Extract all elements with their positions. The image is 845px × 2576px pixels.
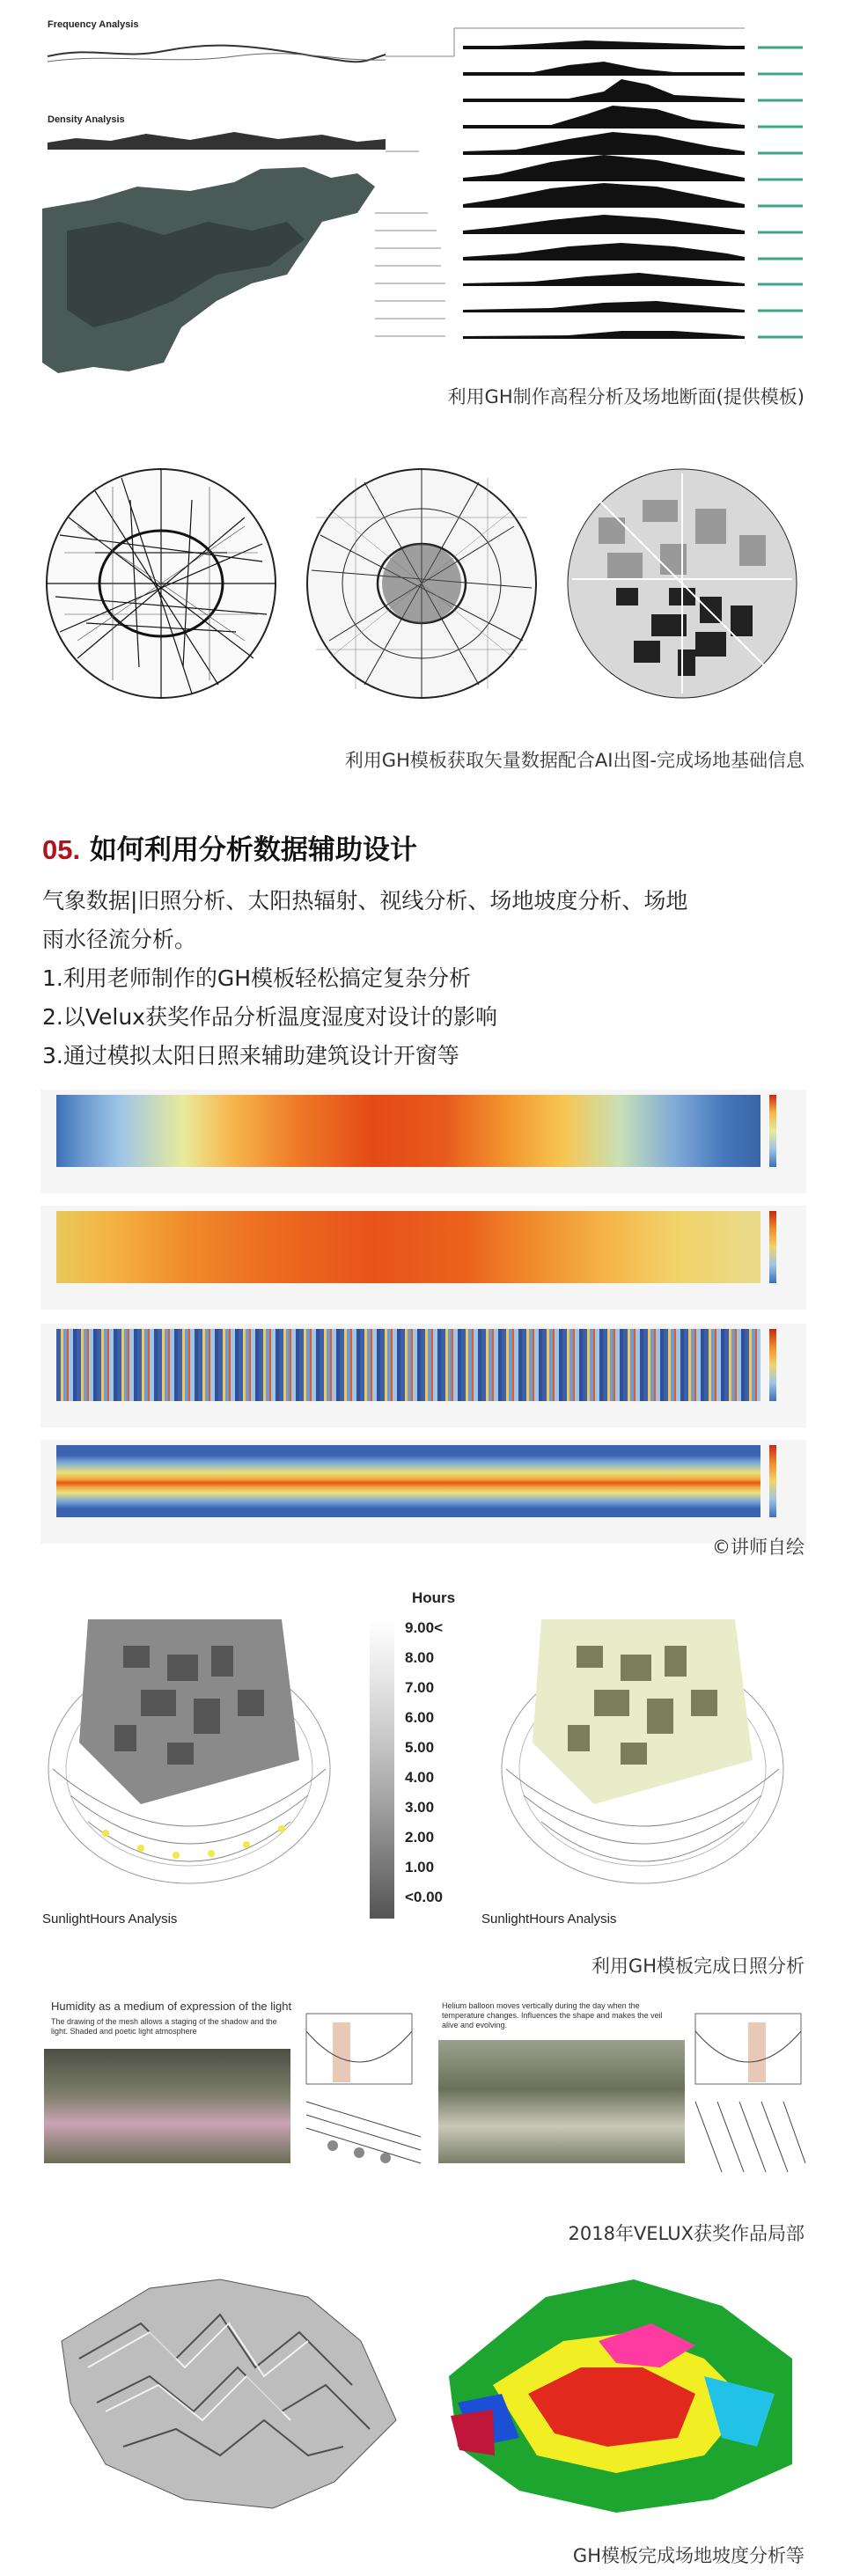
velux-diagram-left [298, 2005, 430, 2172]
legend-title: Hours [412, 1589, 456, 1606]
terrain-relief-model [44, 2262, 414, 2517]
list-item-1: 1.利用老师制作的GH模板轻松搞定复杂分析 [42, 965, 472, 991]
sunlight-diagram-left [35, 1584, 361, 1901]
heatmap-strip-2 [56, 1211, 760, 1283]
legend-item: 4.00 [405, 1769, 435, 1786]
legend-item: 2.00 [405, 1829, 435, 1846]
heatmap-strip-4 [56, 1445, 760, 1517]
legend-scale-bar [370, 1619, 394, 1919]
legend-item: <0.00 [405, 1889, 444, 1905]
frequency-analysis-label: Frequency Analysis [48, 19, 139, 30]
velux-render-right [438, 2040, 685, 2163]
heatmap-scale-4 [769, 1445, 776, 1517]
velux-title: Humidity as a medium of expression of the light [51, 2000, 292, 2013]
density-band [48, 132, 386, 150]
hours-legend [370, 1584, 467, 1905]
vector-maps-caption: 利用GH模板获取矢量数据配合AI出图-完成场地基础信息 [344, 750, 805, 771]
sunlight-diagram-right [480, 1584, 805, 1901]
city-map-circle-1 [42, 465, 280, 702]
city-map-circle-2 [303, 465, 540, 702]
section-heading [42, 827, 417, 867]
intro-line-1: 气象数据|旧照分析、太阳热辐射、视线分析、场地坡度分析、场地 [42, 888, 688, 914]
vector-maps-row [35, 465, 810, 711]
velux-caption: 2018年VELUX获奖作品局部 [568, 2223, 805, 2244]
heatmap-panel-4 [40, 1440, 806, 1544]
heatmap-scale-2 [769, 1211, 776, 1283]
site-section-profiles [463, 40, 803, 339]
intro-text [42, 882, 817, 1075]
legend-item: 7.00 [405, 1679, 435, 1696]
velux-figure [35, 1996, 810, 2200]
heading-number: 05. [42, 834, 81, 865]
legend-item: 1.00 [405, 1859, 435, 1875]
elevation-caption: 利用GH制作高程分析及场地断面(提供模板) [447, 386, 805, 407]
legend-item: 5.00 [405, 1739, 435, 1756]
frequency-line [48, 46, 386, 62]
heatmap-scale-1 [769, 1095, 776, 1167]
intro-line-2: 雨水径流分析。 [42, 927, 197, 952]
list-item-3: 3.通过模拟太阳日照来辅助建筑设计开窗等 [42, 1043, 459, 1068]
heatmap-caption: ©讲师自绘 [712, 1537, 805, 1558]
sunlight-label-right: SunlightHours Analysis [481, 1912, 617, 1926]
sunlight-analysis-figure [35, 1584, 810, 1936]
heatmap-panel-1 [40, 1090, 806, 1193]
velux-diagram-right [687, 2005, 810, 2181]
legend-item: 8.00 [405, 1649, 435, 1666]
list-item-2: 2.以Velux获奖作品分析温度湿度对设计的影响 [42, 1004, 497, 1030]
legend-item: 3.00 [405, 1799, 435, 1816]
velux-left-text: The drawing of the mesh allows a staging of the shadow and the light. Shaded and poetic light atmosphere [51, 2017, 277, 2036]
velux-render-left [44, 2049, 290, 2163]
heatmap-strip-3 [56, 1329, 760, 1401]
sunlight-label-left: SunlightHours Analysis [42, 1912, 178, 1926]
slope-caption: GH模板完成场地坡度分析等 [572, 2545, 805, 2566]
heatmap-panel-3 [40, 1324, 806, 1427]
heatmap-scale-3 [769, 1329, 776, 1401]
slope-analysis-figure [35, 2262, 810, 2526]
sunlight-caption: 利用GH模板完成日照分析 [591, 1956, 805, 1977]
heading-text: 如何利用分析数据辅助设计 [89, 834, 417, 866]
velux-right-text: Helium balloon moves vertically during the day when the temperature changes. Influences the shape and makes the veil alive and evolving. [442, 2001, 663, 2029]
city-map-circle-3 [563, 465, 801, 702]
elevation-analysis-figure [40, 11, 806, 378]
elevation-profiles-graphic [40, 11, 806, 378]
legend-item: 9.00< [405, 1619, 444, 1636]
heatmap-strip-1 [56, 1095, 760, 1167]
legend-item: 6.00 [405, 1709, 435, 1726]
slope-color-map [440, 2262, 810, 2517]
heatmap-panel-2 [40, 1206, 806, 1310]
density-analysis-label: Density Analysis [48, 114, 125, 125]
